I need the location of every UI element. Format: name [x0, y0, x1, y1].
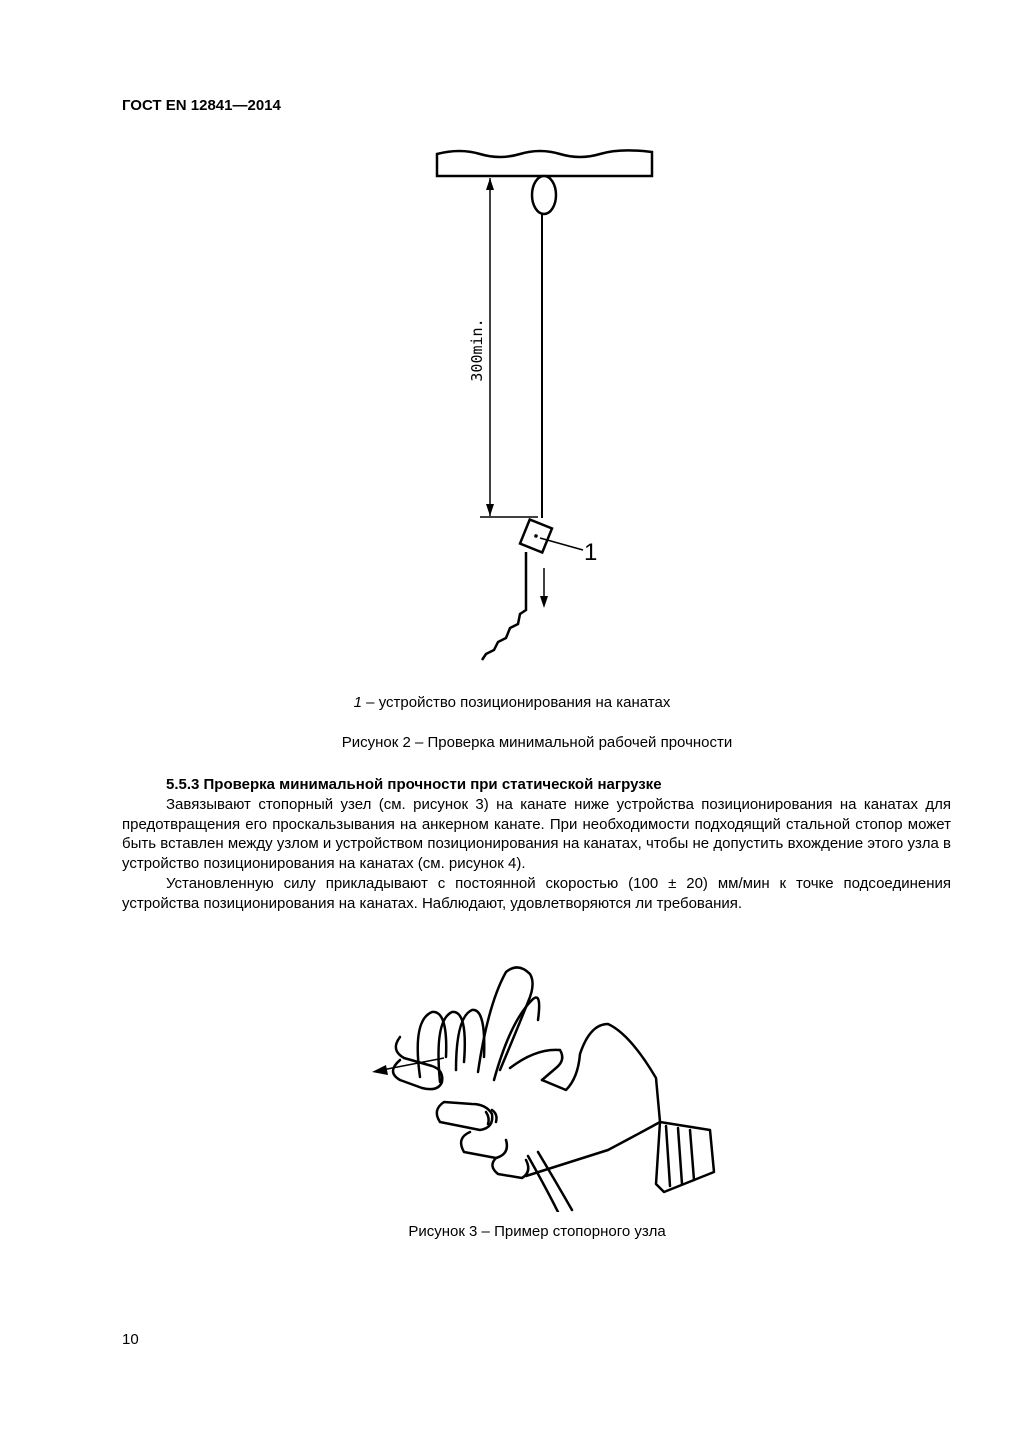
figure-2-legend	[0, 694, 1024, 711]
page-number: 10	[122, 1331, 139, 1348]
ceiling-beam	[437, 150, 652, 176]
paragraph: Установленную силу прикладывают с постоянной скоростью (100 ± 20) мм/мин к точке подсоединения устройства позиционирования на канатах. Наблюдают, удовлетворяются ли требования.	[122, 874, 951, 912]
legend-text: – устройство позиционирования на канатах	[362, 694, 671, 711]
knot-coil	[478, 967, 533, 1072]
section-heading: 5.5.3 Проверка минимальной прочности при статической нагрузке	[166, 776, 662, 793]
lower-rope	[482, 552, 526, 660]
positioning-device	[520, 519, 552, 552]
dimension-label: 300min.	[468, 318, 486, 382]
section-5-5-3	[122, 775, 951, 914]
hand-finger	[492, 1158, 528, 1178]
document-header: ГОСТ EN 12841—2014	[122, 97, 281, 114]
hand-thumb	[510, 1050, 562, 1080]
figure-3-drawing	[360, 962, 720, 1212]
rope-end	[528, 1156, 558, 1212]
callout-number: 1	[584, 539, 598, 566]
glove-cuff	[656, 1122, 714, 1192]
hand-finger	[461, 1132, 507, 1158]
paragraph: Завязывают стопорный узел (см. рисунок 3) на канате ниже устройства позиционирования на канатах для предотвращения его проскальзывания на анкерном канате. При необходимости подходящий стальной стопор может быть вставлен между узлом и устройством позиционирования на канатах, чтобы не допустить вхождение этого узла в устройство позиционирования на канатах (см. рисунок 4).	[122, 795, 951, 873]
figure-2-drawing	[420, 140, 680, 670]
hand-palm	[526, 1024, 660, 1176]
hand-finger	[437, 1102, 492, 1130]
figure-3-caption: Рисунок 3 – Пример стопорного узла	[408, 1223, 666, 1240]
figure-2-caption: Рисунок 2 – Проверка минимальной рабочей прочности	[341, 734, 733, 751]
legend-number: 1	[353, 694, 363, 711]
anchor-loop	[532, 176, 556, 214]
